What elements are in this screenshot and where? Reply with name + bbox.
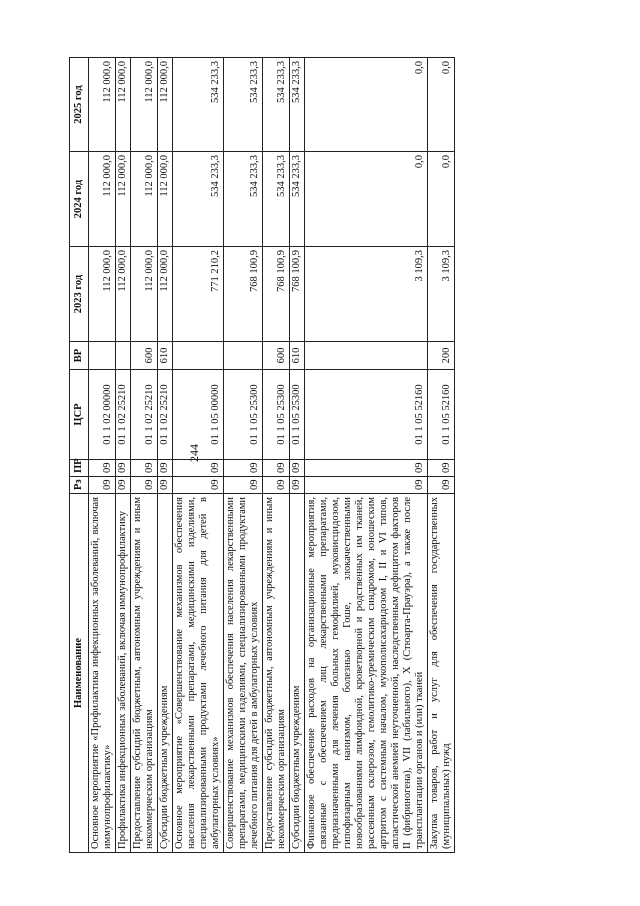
row-csr: 01 1 05 00000	[172, 369, 223, 459]
row-pr: 09	[130, 459, 157, 476]
row-pr: 09	[304, 459, 427, 476]
row-2023: 112 000,0	[157, 246, 172, 341]
row-2024: 0,0	[427, 151, 454, 246]
row-csr: 01 1 02 25210	[115, 369, 130, 459]
col-header-2024: 2024 год	[69, 151, 88, 246]
row-vr	[223, 341, 262, 369]
row-name: Предоставление субсидий бюджетным, автономным учреждениям и иным некоммерческим организациям	[130, 493, 157, 852]
row-rz: 09	[88, 476, 115, 493]
row-rz: 09	[130, 476, 157, 493]
table-row	[223, 57, 262, 852]
row-csr: 01 1 05 25300	[289, 369, 304, 459]
row-name: Основное мероприятие «Профилактика инфекционных заболеваний, включая иммунопрофилактику»	[88, 493, 115, 852]
col-header-pr: ПР	[69, 459, 88, 476]
col-header-vr: ВР	[69, 341, 88, 369]
row-2025: 0,0	[427, 57, 454, 151]
row-csr: 01 1 05 25300	[262, 369, 289, 459]
table-row	[157, 57, 172, 852]
row-rz: 09	[172, 476, 223, 493]
row-pr: 09	[157, 459, 172, 476]
row-2023: 3 109,3	[304, 246, 427, 341]
row-pr: 09	[289, 459, 304, 476]
row-pr: 09	[262, 459, 289, 476]
row-2023: 768 100,9	[262, 246, 289, 341]
budget-table	[69, 57, 455, 853]
budget-table-rotated	[69, 58, 578, 853]
row-vr: 610	[289, 341, 304, 369]
row-2023: 3 109,3	[427, 246, 454, 341]
row-csr: 01 1 02 25210	[130, 369, 157, 459]
row-csr: 01 1 02 25210	[157, 369, 172, 459]
row-2024: 534 233,3	[223, 151, 262, 246]
row-2024: 112 000,0	[157, 151, 172, 246]
row-2025: 534 233,3	[262, 57, 289, 151]
col-header-name: Наименование	[69, 493, 88, 852]
row-vr	[115, 341, 130, 369]
row-vr: 610	[157, 341, 172, 369]
row-vr	[88, 341, 115, 369]
row-2024: 534 233,3	[172, 151, 223, 246]
row-csr: 01 1 05 52160	[427, 369, 454, 459]
row-rz: 09	[427, 476, 454, 493]
row-pr: 09	[115, 459, 130, 476]
row-2023: 112 000,0	[88, 246, 115, 341]
row-2024: 112 000,0	[88, 151, 115, 246]
row-rz: 09	[223, 476, 262, 493]
row-csr: 01 1 02 00000	[88, 369, 115, 459]
row-2025: 112 000,0	[130, 57, 157, 151]
row-2025: 112 000,0	[88, 57, 115, 151]
row-vr	[304, 341, 427, 369]
page-number: 244	[187, 444, 201, 462]
table-row	[115, 57, 130, 852]
row-rz: 09	[157, 476, 172, 493]
row-name: Основное мероприятие «Совершенствование механизмов обеспечения населения лекарственными препаратами, медицинскими изделиями, специализированными продуктами лечебного питания для детей в амбулаторных условиях»	[172, 493, 223, 852]
row-name: Субсидии бюджетным учреждениям	[157, 493, 172, 852]
row-2023: 768 100,9	[289, 246, 304, 341]
row-2024: 112 000,0	[130, 151, 157, 246]
row-2025: 0,0	[304, 57, 427, 151]
row-2024: 534 233,3	[262, 151, 289, 246]
row-name: Субсидии бюджетным учреждениям	[289, 493, 304, 852]
table-row	[427, 57, 454, 852]
col-header-2023: 2023 год	[69, 246, 88, 341]
row-2025: 112 000,0	[157, 57, 172, 151]
row-vr	[172, 341, 223, 369]
row-rz: 09	[262, 476, 289, 493]
row-vr: 600	[130, 341, 157, 369]
table-row	[289, 57, 304, 852]
row-name: Закупка товаров, работ и услуг для обеспечения государственных (муниципальных) нужд	[427, 493, 454, 852]
row-name: Совершенствование механизмов обеспечения населения лекарственными препаратами, медицинскими изделиями, специализированными продуктами лечебного питания для детей в амбулаторных условиях	[223, 493, 262, 852]
row-name: Профилактика инфекционных заболеваний, включая иммунопрофилактику	[115, 493, 130, 852]
row-pr: 09	[223, 459, 262, 476]
row-csr: 01 1 05 25300	[223, 369, 262, 459]
row-rz: 09	[289, 476, 304, 493]
row-2023: 771 210,2	[172, 246, 223, 341]
col-header-rz: Рз	[69, 476, 88, 493]
row-vr: 200	[427, 341, 454, 369]
table-row	[172, 57, 223, 852]
row-rz: 09	[115, 476, 130, 493]
table-row	[88, 57, 115, 852]
col-header-2025: 2025 год	[69, 57, 88, 151]
row-2025: 534 233,3	[289, 57, 304, 151]
table-header-row	[69, 57, 88, 852]
row-pr: 09	[172, 459, 223, 476]
row-2025: 112 000,0	[115, 57, 130, 151]
col-header-csr: ЦСР	[69, 369, 88, 459]
row-pr: 09	[88, 459, 115, 476]
table-row	[130, 57, 157, 852]
row-2025: 534 233,3	[223, 57, 262, 151]
row-2023: 112 000,0	[115, 246, 130, 341]
table-row	[262, 57, 289, 852]
row-2025: 534 233,3	[172, 57, 223, 151]
row-name: Предоставление субсидий бюджетным, автономным учреждениям и иным некоммерческим организациям	[262, 493, 289, 852]
table-row	[304, 57, 427, 852]
row-2024: 534 233,3	[289, 151, 304, 246]
row-pr: 09	[427, 459, 454, 476]
row-csr: 01 1 05 52160	[304, 369, 427, 459]
row-vr: 600	[262, 341, 289, 369]
row-2023: 768 100,9	[223, 246, 262, 341]
row-2023: 112 000,0	[130, 246, 157, 341]
row-2024: 0,0	[304, 151, 427, 246]
row-rz: 09	[304, 476, 427, 493]
row-2024: 112 000,0	[115, 151, 130, 246]
row-name: Финансовое обеспечение расходов на организационные мероприятия, связанные с обеспечением лиц лекарственными препаратами, предназначенными для лечения больных гемофилией, муковисцидозом, гипофизарным нанизмом, болезнью Гоше, злокачественными новообразованиями лимфоидной, кроветворной и родственных им тканей, рассеянным склерозом, гемолитико-уремическим синдромом, юношеским артритом с системным началом, мукополисахаридозом I, II и VI типов, апластической анемией неуточненной, наследственным дефицитом факторов II (фибриногена), VII (лабильного), X (Стюарта-Прауэра), а также после трансплантации органов и (или) тканей	[304, 493, 427, 852]
